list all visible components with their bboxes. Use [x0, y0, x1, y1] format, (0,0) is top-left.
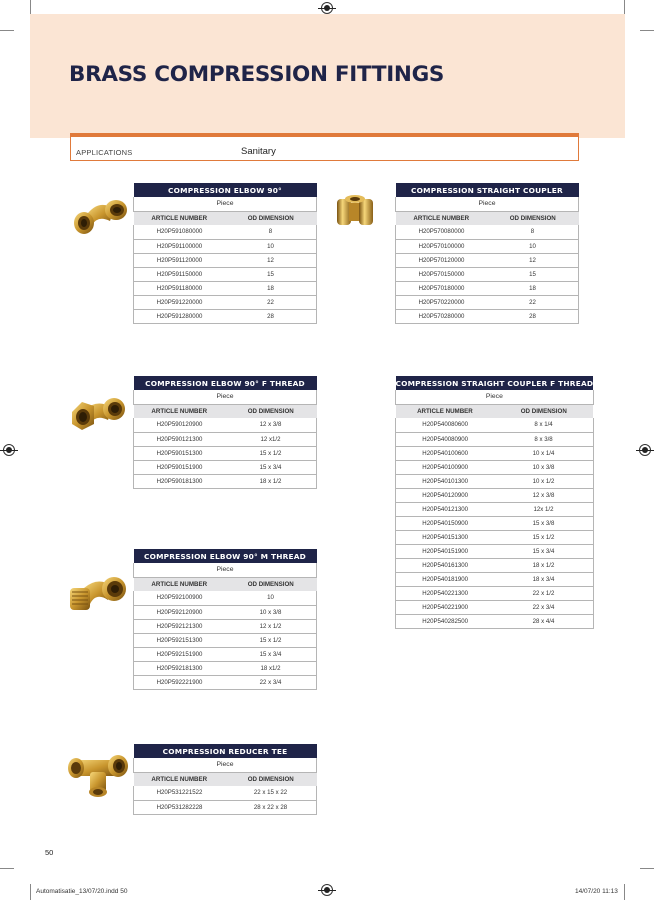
table-row — [396, 544, 594, 558]
table-row — [396, 239, 579, 253]
article-number: H20P540221300 — [396, 586, 495, 600]
table-row — [396, 614, 594, 628]
table-row — [396, 558, 594, 572]
table-row — [134, 675, 317, 689]
article-number: H20P540151300 — [396, 530, 495, 544]
page-title: BRASS COMPRESSION FITTINGS — [69, 62, 445, 87]
table-compression-straight-coupler-f-thread — [395, 376, 594, 629]
table-row — [396, 530, 594, 544]
od-dimension: 8 — [225, 225, 317, 239]
article-number: H20P592121300 — [134, 619, 226, 633]
article-number: H20P570150000 — [396, 267, 488, 281]
od-dimension: 18 x 1/2 — [494, 558, 593, 572]
article-number: H20P592181300 — [134, 661, 226, 675]
od-dimension: 15 x 3/4 — [225, 460, 317, 474]
article-number: H20P592100900 — [134, 591, 226, 605]
od-dimension: 22 x 1/2 — [494, 586, 593, 600]
article-number: H20P540120900 — [396, 488, 495, 502]
article-number: H20P592151300 — [134, 633, 226, 647]
article-number: H20P590120900 — [134, 418, 226, 432]
od-dimension: 15 x 1/2 — [225, 446, 317, 460]
od-dimension: 15 x 1/2 — [225, 633, 317, 647]
table-title: COMPRESSION STRAIGHT COUPLER F THREAD — [396, 376, 594, 390]
article-number: H20P570100000 — [396, 239, 488, 253]
od-dimension: 10 x 1/2 — [494, 474, 593, 488]
article-number: H20P570180000 — [396, 281, 488, 295]
od-dimension: 28 — [487, 309, 579, 323]
article-number: H20P591220000 — [134, 295, 226, 309]
column-header-od: OD DIMENSION — [225, 404, 317, 418]
column-header-od: OD DIMENSION — [225, 772, 317, 786]
article-number: H20P540282500 — [396, 614, 495, 628]
crop-mark — [0, 30, 14, 31]
table-row — [134, 418, 317, 432]
od-dimension: 12x 1/2 — [494, 502, 593, 516]
table-row — [134, 800, 317, 814]
od-dimension: 28 x 4/4 — [494, 614, 593, 628]
applications-value: Sanitary — [241, 146, 276, 157]
od-dimension: 22 — [487, 295, 579, 309]
od-dimension: 15 — [225, 267, 317, 281]
article-number: H20P592120900 — [134, 605, 226, 619]
table-row — [134, 647, 317, 661]
table-unit: Piece — [396, 197, 579, 211]
table-row — [134, 633, 317, 647]
article-number: H20P540100600 — [396, 446, 495, 460]
article-number: H20P591280000 — [134, 309, 226, 323]
od-dimension: 18 x1/2 — [225, 661, 317, 675]
article-number: H20P590181300 — [134, 474, 226, 488]
table-row — [134, 309, 317, 323]
article-number: H20P540161300 — [396, 558, 495, 572]
od-dimension: 8 x 3/8 — [494, 432, 593, 446]
table-unit: Piece — [134, 390, 317, 404]
brass-elbow-fitting-icon — [70, 193, 132, 237]
column-header-article: ARTICLE NUMBER — [134, 404, 226, 418]
od-dimension: 15 — [487, 267, 579, 281]
od-dimension: 18 — [487, 281, 579, 295]
od-dimension: 15 x 3/8 — [494, 516, 593, 530]
article-number: H20P591150000 — [134, 267, 226, 281]
od-dimension: 12 x1/2 — [225, 432, 317, 446]
od-dimension: 12 — [487, 253, 579, 267]
table-row — [134, 295, 317, 309]
brass-straight-coupler-icon — [333, 193, 377, 231]
crop-mark — [624, 0, 625, 14]
od-dimension: 12 — [225, 253, 317, 267]
table-row — [134, 661, 317, 675]
registration-mark-icon — [321, 884, 333, 896]
od-dimension: 18 — [225, 281, 317, 295]
od-dimension: 8 x 1/4 — [494, 418, 593, 432]
article-number: H20P590151900 — [134, 460, 226, 474]
od-dimension: 12 x 1/2 — [225, 619, 317, 633]
table-row — [396, 572, 594, 586]
od-dimension: 10 x 3/8 — [225, 605, 317, 619]
table-compression-reducer-tee — [133, 744, 317, 815]
table-row — [134, 591, 317, 605]
table-row — [134, 446, 317, 460]
od-dimension: 22 x 15 x 22 — [225, 786, 317, 800]
table-row — [396, 309, 579, 323]
column-header-article: ARTICLE NUMBER — [134, 577, 226, 591]
table-row — [134, 474, 317, 488]
table-row — [396, 253, 579, 267]
table-row — [134, 253, 317, 267]
od-dimension: 10 — [225, 591, 317, 605]
table-row — [134, 619, 317, 633]
table-row — [134, 267, 317, 281]
od-dimension: 10 x 1/4 — [494, 446, 593, 460]
article-number: H20P540080900 — [396, 432, 495, 446]
table-row — [396, 418, 594, 432]
article-number: H20P590121300 — [134, 432, 226, 446]
article-number: H20P590151300 — [134, 446, 226, 460]
table-row — [396, 488, 594, 502]
table-compression-elbow-90-f-thread — [133, 376, 317, 489]
table-row — [134, 432, 317, 446]
table-row — [396, 516, 594, 530]
table-row — [134, 239, 317, 253]
column-header-article: ARTICLE NUMBER — [134, 211, 226, 225]
column-header-article: ARTICLE NUMBER — [396, 211, 488, 225]
table-row — [396, 502, 594, 516]
od-dimension: 28 x 22 x 28 — [225, 800, 317, 814]
crop-mark — [640, 30, 654, 31]
table-row — [134, 786, 317, 800]
registration-mark-icon — [3, 444, 15, 456]
od-dimension: 15 x 3/4 — [494, 544, 593, 558]
brass-elbow-f-thread-icon — [68, 390, 130, 436]
article-number: H20P591080000 — [134, 225, 226, 239]
table-title: COMPRESSION ELBOW 90° M THREAD — [134, 549, 317, 563]
od-dimension: 28 — [225, 309, 317, 323]
applications-bar — [70, 133, 579, 161]
table-compression-elbow-90-m-thread — [133, 549, 317, 690]
crop-mark — [30, 884, 31, 900]
page-number: 50 — [45, 848, 54, 857]
table-row — [396, 295, 579, 309]
registration-mark-icon — [321, 2, 333, 14]
article-number: H20P540100900 — [396, 460, 495, 474]
article-number: H20P531282228 — [134, 800, 226, 814]
column-header-article: ARTICLE NUMBER — [134, 772, 226, 786]
crop-mark — [0, 868, 14, 869]
article-number: H20P540221900 — [396, 600, 495, 614]
article-number: H20P540151900 — [396, 544, 495, 558]
table-compression-elbow-90 — [133, 183, 317, 324]
table-row — [134, 460, 317, 474]
od-dimension: 12 x 3/8 — [225, 418, 317, 432]
article-number: H20P591180000 — [134, 281, 226, 295]
article-number: H20P540101300 — [396, 474, 495, 488]
od-dimension: 12 x 3/8 — [494, 488, 593, 502]
od-dimension: 10 — [225, 239, 317, 253]
od-dimension: 8 — [487, 225, 579, 239]
print-slug-date: 14/07/20 11:13 — [575, 888, 618, 895]
od-dimension: 15 x 3/4 — [225, 647, 317, 661]
table-row — [396, 586, 594, 600]
od-dimension: 15 x 1/2 — [494, 530, 593, 544]
table-row — [396, 432, 594, 446]
table-row — [396, 267, 579, 281]
od-dimension: 18 x 3/4 — [494, 572, 593, 586]
table-title: COMPRESSION ELBOW 90° — [134, 183, 317, 197]
article-number: H20P570280000 — [396, 309, 488, 323]
crop-mark — [640, 868, 654, 869]
article-number: H20P570120000 — [396, 253, 488, 267]
applications-label: APPLICATIONS — [76, 148, 133, 157]
od-dimension: 22 x 3/4 — [225, 675, 317, 689]
table-row — [396, 474, 594, 488]
table-row — [396, 460, 594, 474]
table-unit: Piece — [134, 563, 317, 577]
table-title: COMPRESSION STRAIGHT COUPLER — [396, 183, 579, 197]
article-number: H20P540181900 — [396, 572, 495, 586]
brass-reducer-tee-icon — [66, 748, 130, 800]
column-header-article: ARTICLE NUMBER — [396, 404, 495, 418]
column-header-od: OD DIMENSION — [225, 577, 317, 591]
article-number: H20P591120000 — [134, 253, 226, 267]
table-compression-straight-coupler — [395, 183, 579, 324]
column-header-od: OD DIMENSION — [494, 404, 593, 418]
article-number: H20P570220000 — [396, 295, 488, 309]
article-number: H20P570080000 — [396, 225, 488, 239]
article-number: H20P540150900 — [396, 516, 495, 530]
od-dimension: 22 — [225, 295, 317, 309]
article-number: H20P540121300 — [396, 502, 495, 516]
table-row — [134, 281, 317, 295]
table-row — [396, 281, 579, 295]
table-title: COMPRESSION REDUCER TEE — [134, 744, 317, 758]
table-row — [134, 225, 317, 239]
article-number: H20P592221900 — [134, 675, 226, 689]
table-unit: Piece — [134, 197, 317, 211]
table-unit: Piece — [396, 390, 594, 404]
article-number: H20P540080600 — [396, 418, 495, 432]
table-unit: Piece — [134, 758, 317, 772]
article-number: H20P592151900 — [134, 647, 226, 661]
od-dimension: 10 x 3/8 — [494, 460, 593, 474]
table-row — [134, 605, 317, 619]
od-dimension: 22 x 3/4 — [494, 600, 593, 614]
brass-elbow-m-thread-icon — [66, 570, 130, 616]
od-dimension: 18 x 1/2 — [225, 474, 317, 488]
table-title: COMPRESSION ELBOW 90° F THREAD — [134, 376, 317, 390]
table-row — [396, 600, 594, 614]
crop-mark — [624, 884, 625, 900]
table-row — [396, 225, 579, 239]
article-number: H20P591100000 — [134, 239, 226, 253]
column-header-od: OD DIMENSION — [487, 211, 579, 225]
registration-mark-icon — [639, 444, 651, 456]
table-row — [396, 446, 594, 460]
column-header-od: OD DIMENSION — [225, 211, 317, 225]
od-dimension: 10 — [487, 239, 579, 253]
crop-mark — [30, 0, 31, 14]
print-slug-file: Automatisatie_13/07/20.indd 50 — [36, 888, 128, 895]
article-number: H20P531221522 — [134, 786, 226, 800]
